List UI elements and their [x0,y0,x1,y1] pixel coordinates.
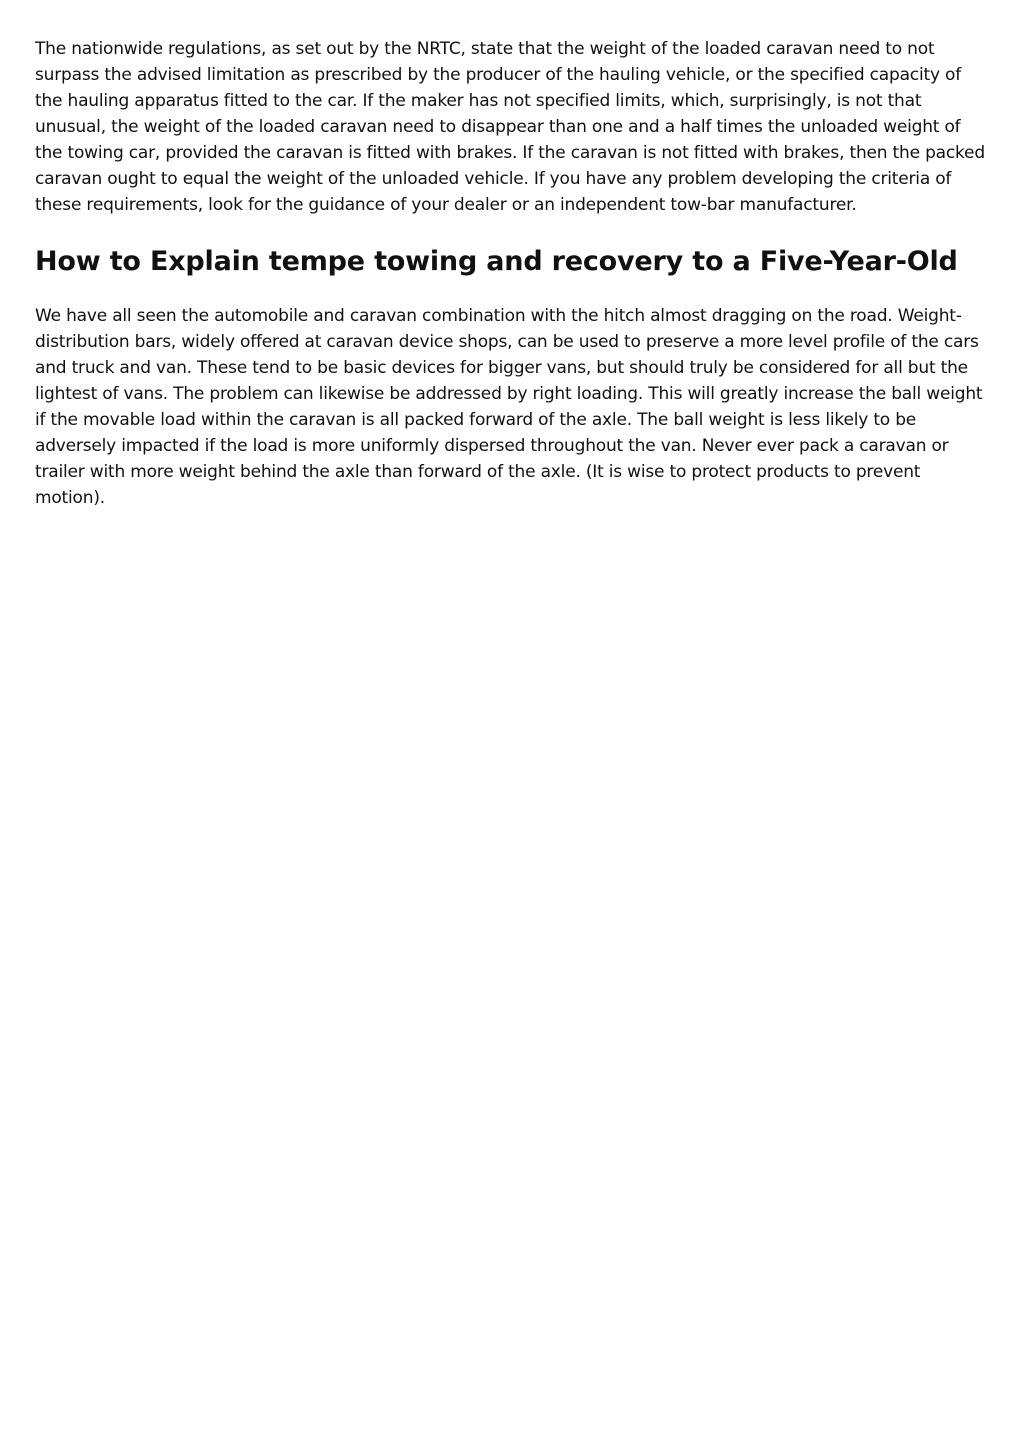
article [35,36,991,511]
article-paragraph-2: We have all seen the automobile and caravan combination with the hitch almost dragging on the road. Weight-distribution bars, widely offered at caravan device shops, can be used to preserve a more level profile of the cars and truck and van. These tend to be basic devices for bigger vans, but should truly be considered for all but the lightest of vans. The problem can likewise be addressed by right loading. This will greatly increase the ball weight if the movable load within the caravan is all packed forward of the axle. The ball weight is less likely to be adversely impacted if the load is more uniformly dispersed throughout the van. Never ever pack a caravan or trailer with more weight behind the axle than forward of the axle. (It is wise to protect products to prevent motion). [35,306,983,508]
section-heading: How to Explain tempe towing and recovery to a Five-Year-Old [35,246,958,277]
article-paragraph-1: The nationwide regulations, as set out by the NRTC, state that the weight of the loaded caravan need to not surpass the advised limitation as prescribed by the producer of the hauling vehicle, or the specified capacity of the hauling apparatus fitted to the car. If the maker has not specified limits, which, surprisingly, is not that unusual, the weight of the loaded caravan need to disappear than one and a half times the unloaded weight of the towing car, provided the caravan is fitted with brakes. If the caravan is not fitted with brakes, then the packed caravan ought to equal the weight of the unloaded vehicle. If you have any problem developing the criteria of these requirements, look for the guidance of your dealer or an independent tow-bar manufacturer. [35,39,985,215]
